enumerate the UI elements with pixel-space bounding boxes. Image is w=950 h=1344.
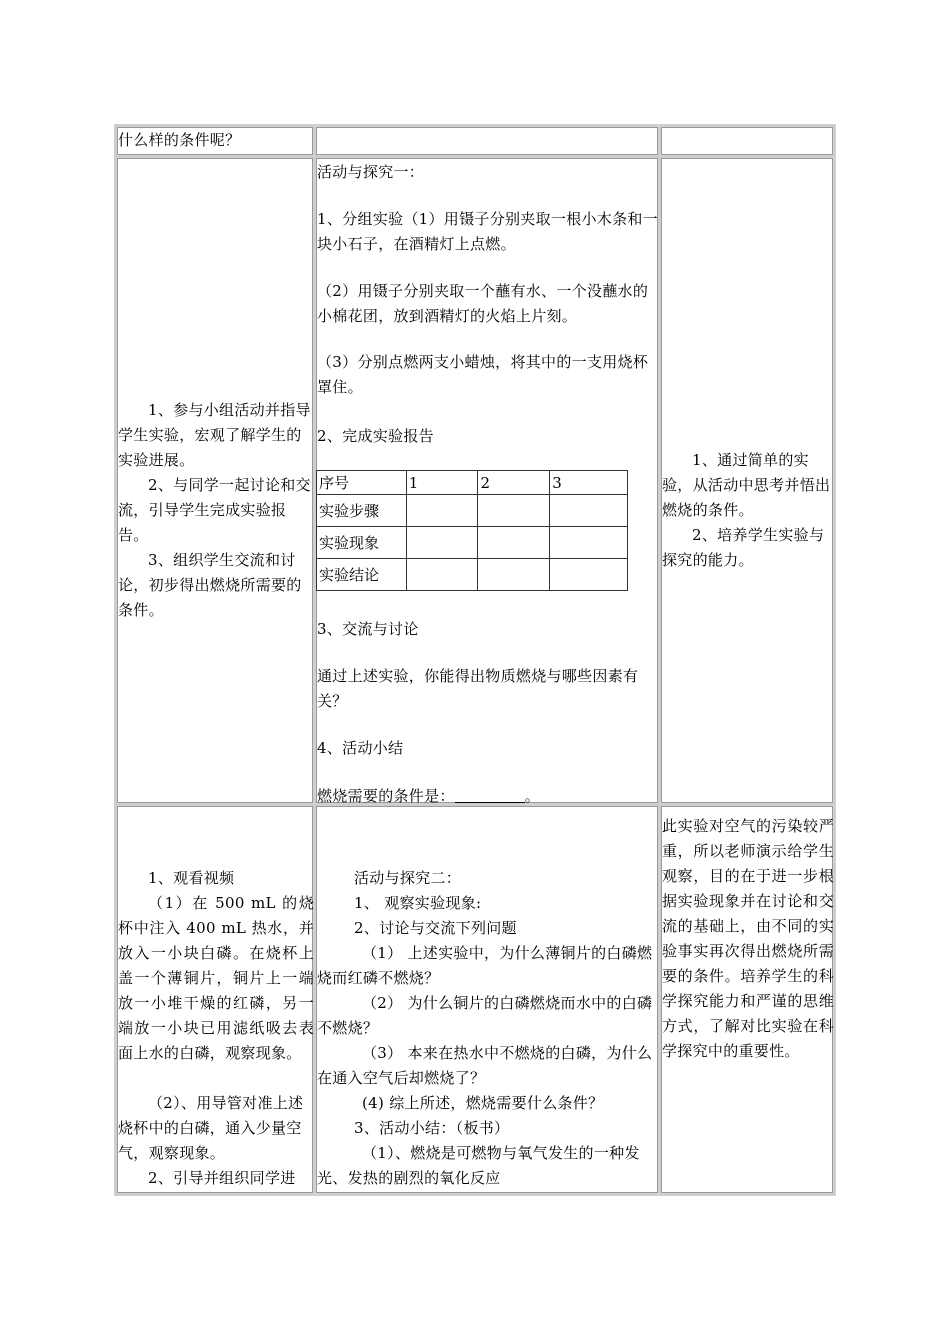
activity-one-title: 活动与探究一： <box>317 163 425 181</box>
summary-suffix: 。 <box>524 787 541 805</box>
table-row <box>317 495 628 527</box>
activity-two-question-1: （1） 上述实验中，为什么薄铜片的白磷燃烧而红磷不燃烧？ <box>317 944 653 987</box>
table-cell <box>550 559 628 591</box>
activity-two-conclusion: （1）、燃烧是可燃物与氧气发生的一种发光、发热的剧烈的氧化反应 <box>317 1144 640 1187</box>
activity-two-step1: 1、 观察实验现象: <box>354 894 482 912</box>
table-header-cell: 2 <box>478 471 550 495</box>
activity-one-step4: 4、活动小结 <box>317 739 404 757</box>
activity-two-question-4: (4) 综上所述，燃烧需要什么条件？ <box>362 1094 604 1112</box>
activity-two-step2: 2、讨论与交流下列问题 <box>354 919 517 937</box>
table-row <box>317 527 628 559</box>
summary-prefix: 燃烧需要的条件是： <box>317 787 455 805</box>
video-step-1: （1）在 500 mL 的烧杯中注入 400 mL 热水，并放入一小块白磷。在烧杯上盖一个薄铜片，铜片上一端放一小堆干燥的红磷，另一端放一小块已用滤纸吸去表面上水的白磷，观察现象。 <box>118 894 314 1062</box>
table-row <box>317 471 628 495</box>
table-cell <box>478 527 550 559</box>
table-header-cell: 序号 <box>317 471 407 495</box>
summary-blank <box>455 786 525 803</box>
activity-two-question-2: （2） 为什么铜片的白磷燃烧而水中的白磷不燃烧？ <box>317 994 653 1037</box>
table-cell <box>406 559 478 591</box>
table-cell <box>406 527 478 559</box>
guide-step: 2、引导并组织同学进 <box>148 1169 296 1187</box>
activity-one-question: 通过上述实验，你能得出物质燃烧与哪些因素有关？ <box>317 667 639 710</box>
experiment-report-table <box>316 470 628 591</box>
table-row <box>317 559 628 591</box>
table-cell <box>478 559 550 591</box>
activity-one-step2: 2、完成实验报告 <box>317 427 434 445</box>
activity-one-step1: 1、分组实验（1）用镊子分别夹取一根小木条和一块小石子，在酒精灯上点燃。 <box>317 210 658 253</box>
activity-two-step3: 3、活动小结：（板书） <box>354 1119 510 1137</box>
video-step-2: （2）、用导管对准上述烧杯中的白磷，通入少量空气，观察现象。 <box>118 1094 304 1162</box>
table-cell <box>478 495 550 527</box>
teacher-activity-3: 3、组织学生交流和讨论，初步得出燃烧所需要的条件。 <box>118 551 302 619</box>
activity-two-question-3: （3） 本来在热水中不燃烧的白磷，为什么在通入空气后却燃烧了？ <box>317 1044 653 1087</box>
activity-one-step3: 3、交流与讨论 <box>317 620 419 638</box>
activity-one-summary <box>317 784 540 809</box>
table-header-cell: 1 <box>406 471 478 495</box>
table-row-label: 实验现象 <box>317 527 407 559</box>
activity-one-step1b: （2）用镊子分别夹取一个蘸有水、一个没蘸水的小棉花团，放到酒精灯的火焰上片刻。 <box>317 282 649 325</box>
activity-one-step1c: （3）分别点燃两支小蜡烛，将其中的一支用烧杯罩住。 <box>317 353 649 396</box>
table-cell <box>550 495 628 527</box>
table-cell <box>406 495 478 527</box>
design-intent-1: 1、通过简单的实验，从活动中思考并悟出燃烧的条件。 <box>662 451 831 519</box>
cell-header-right <box>661 127 833 155</box>
activity-two-title: 活动与探究二： <box>354 869 462 887</box>
table-row-label: 实验步骤 <box>317 495 407 527</box>
teacher-activity-2: 2、与同学一起讨论和交流，引导学生完成实验报告。 <box>118 476 311 544</box>
design-intent-3: 此实验对空气的污染较严重，所以老师演示给学生观察，目的在于进一步根据实验现象并在讨论和交流的基础上，由不同的实验事实再次得出燃烧所需要的条件。培养学生的科学探究能力和严谨的思维方式，了解对比实验在科学探究中的重要性。 <box>662 817 834 1060</box>
table-row-label: 实验结论 <box>317 559 407 591</box>
design-intent-2: 2、培养学生实验与探究的能力。 <box>662 526 825 569</box>
teacher-activity-1: 1、参与小组活动并指导学生实验，宏观了解学生的实验进展。 <box>118 401 311 469</box>
table-cell <box>550 527 628 559</box>
header-question: 什么样的条件呢？ <box>118 131 241 149</box>
table-header-cell: 3 <box>550 471 628 495</box>
video-heading: 1、观看视频 <box>148 869 235 887</box>
cell-header-middle <box>316 127 658 155</box>
